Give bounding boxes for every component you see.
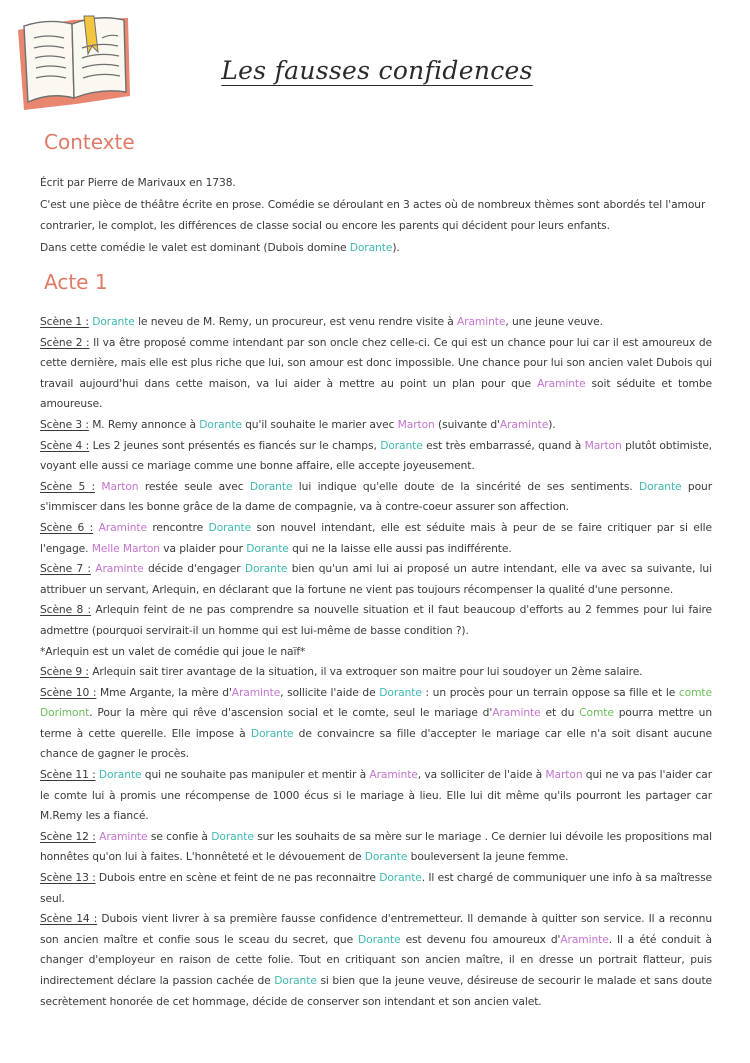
scene-2: Scène 2 : Il va être proposé comme intendant par son oncle chez celle-ci. Ce qui est un chance pour lui car il est amoureux de cette dernière, mais elle est plus riche que lui, son amour est donc impossible. Une chance pour lui son ancien valet Dubois qui travail aujourd'hui dans cette maison, va lui aider à mettre au point un plan pour que Araminte soit séduite et tombe amoureuse. — [40, 335, 713, 411]
contexte-line: Dans cette comédie le valet est dominant (Dubois domine Dorante). — [40, 240, 400, 254]
scene-7: Scène 7 : Araminte décide d'engager Dorante bien qu'un ami lui ai proposé un autre intendant, elle va avec sa suivante, lui attribuer un servant, Arlequin, en déclarant que la fortune ne vient pas toujours récompenser la qualité d'une personne. — [40, 562, 712, 596]
scene-8: Scène 8 : Arlequin feint de ne pas comprendre sa nouvelle situation et il faut beaucoup d'efforts au 2 femmes pour lui faire admettre (pourquoi servirait-il un homme qui est lui-même de basse condition ?). — [40, 603, 712, 637]
contexte-line: C'est une pièce de théâtre écrite en prose. Comédie se déroulant en 3 actes où de nombreux thèmes sont abordés tel l'amour contrarier, le complot, les différences de classe social ou encore les parents qui décident pour leurs enfants. — [40, 197, 706, 232]
scene-4: Scène 4 : Les 2 jeunes sont présentés es fiancés sur le champs, Dorante est très embarrassé, quand à Marton plutôt obtimiste, voyant elle aussi ce mariage comme une bonne affaire, elle accepte joyeusement. — [40, 438, 712, 473]
scene-3: Scène 3 : M. Remy annonce à Dorante qu'il souhaite le marier avec Marton (suivante d'Araminte). — [40, 417, 556, 431]
acte-1-heading: Acte 1 — [44, 270, 108, 294]
scene-8-note: *Arlequin est un valet de comédie qui joue le naïf* — [40, 644, 306, 658]
scene-5: Scène 5 : Marton restée seule avec Dorante lui indique qu'elle doute de la sincérité de ses sentiments. Dorante pour s'immiscer dans les bonne grâce de la dame de compagnie, va à contre-coeur assurer son affection. — [40, 479, 712, 514]
page-title: Les fausses confidences — [221, 56, 533, 85]
contexte-text — [40, 172, 712, 258]
scene-9: Scène 9 : Arlequin sait tirer avantage de la situation, il va extroquer son maitre pour lui soudoyer un 2ème salaire. — [40, 665, 643, 679]
scene-6: Scène 6 : Araminte rencontre Dorante son nouvel intendant, elle est séduite mais à peur de se faire critiquer par si elle l'engage. Melle Marton va plaider pour Dorante qui ne la laisse elle aussi pas indifférente. — [40, 520, 712, 555]
scene-1: Scène 1 : Dorante le neveu de M. Remy, un procureur, est venu rendre visite à Araminte, une jeune veuve. — [40, 315, 603, 328]
contexte-heading: Contexte — [44, 130, 135, 154]
scene-11: Scène 11 : Dorante qui ne souhaite pas manipuler et mentir à Araminte, va solliciter de l'aide à Marton qui ne va pas l'aider car le comte lui à promis une récompense de 1000 écus si le mariage à lieu. Elle lui dit même qu'ils pourront les partager car M.Remy les a fiancé. — [40, 768, 712, 823]
scene-10: Scène 10 : Mme Argante, la mère d'Araminte, sollicite l'aide de Dorante : un procès pour un terrain oppose sa fille et le comte Dorimont. Pour la mère qui rêve d'ascension social et le comte, seul le mariage d'Araminte et du Comte pourra mettre un terme à cette querelle. Elle impose à Dorante de convaincre sa fille d'accepter le mariage car elle n'a soit disant aucune chance de gagner le procès. — [40, 685, 712, 761]
scene-12: Scène 12 : Araminte se confie à Dorante sur les souhaits de sa mère sur le mariage . Ce dernier lui dévoile les propositions mal honnêtes qu'on lui à faites. L'honnêteté et le dévouement de Dorante bouleversent la jeune femme. — [40, 829, 712, 864]
contexte-line: Écrit par Pierre de Marivaux en 1738. — [40, 176, 236, 189]
acte-1-summary — [40, 312, 712, 1012]
scene-13: Scène 13 : Dubois entre en scène et feint de ne pas reconnaitre Dorante. Il est chargé de communiquer une info à sa maîtresse seul. — [40, 871, 713, 905]
scene-14: Scène 14 : Dubois vient livrer à sa première fausse confidence d'entremetteur. Il demande à quitter son service. Il a reconnu son ancien maître et confie sous le sceau du secret, que Dorante est devenu fou amoureux d'Araminte. Il a été conduit à changer d'employeur en raison de cette folie. Tout en critiquant son ancien maître, il en dresse un portrait flatteur, puis indirectement déclare la passion cachée de Dorante si bien que la jeune veuve, désireuse de secourir le malade et sans doute secrètement honorée de cet hommage, décide de conserver son intendant et son ancien valet. — [40, 912, 713, 1008]
